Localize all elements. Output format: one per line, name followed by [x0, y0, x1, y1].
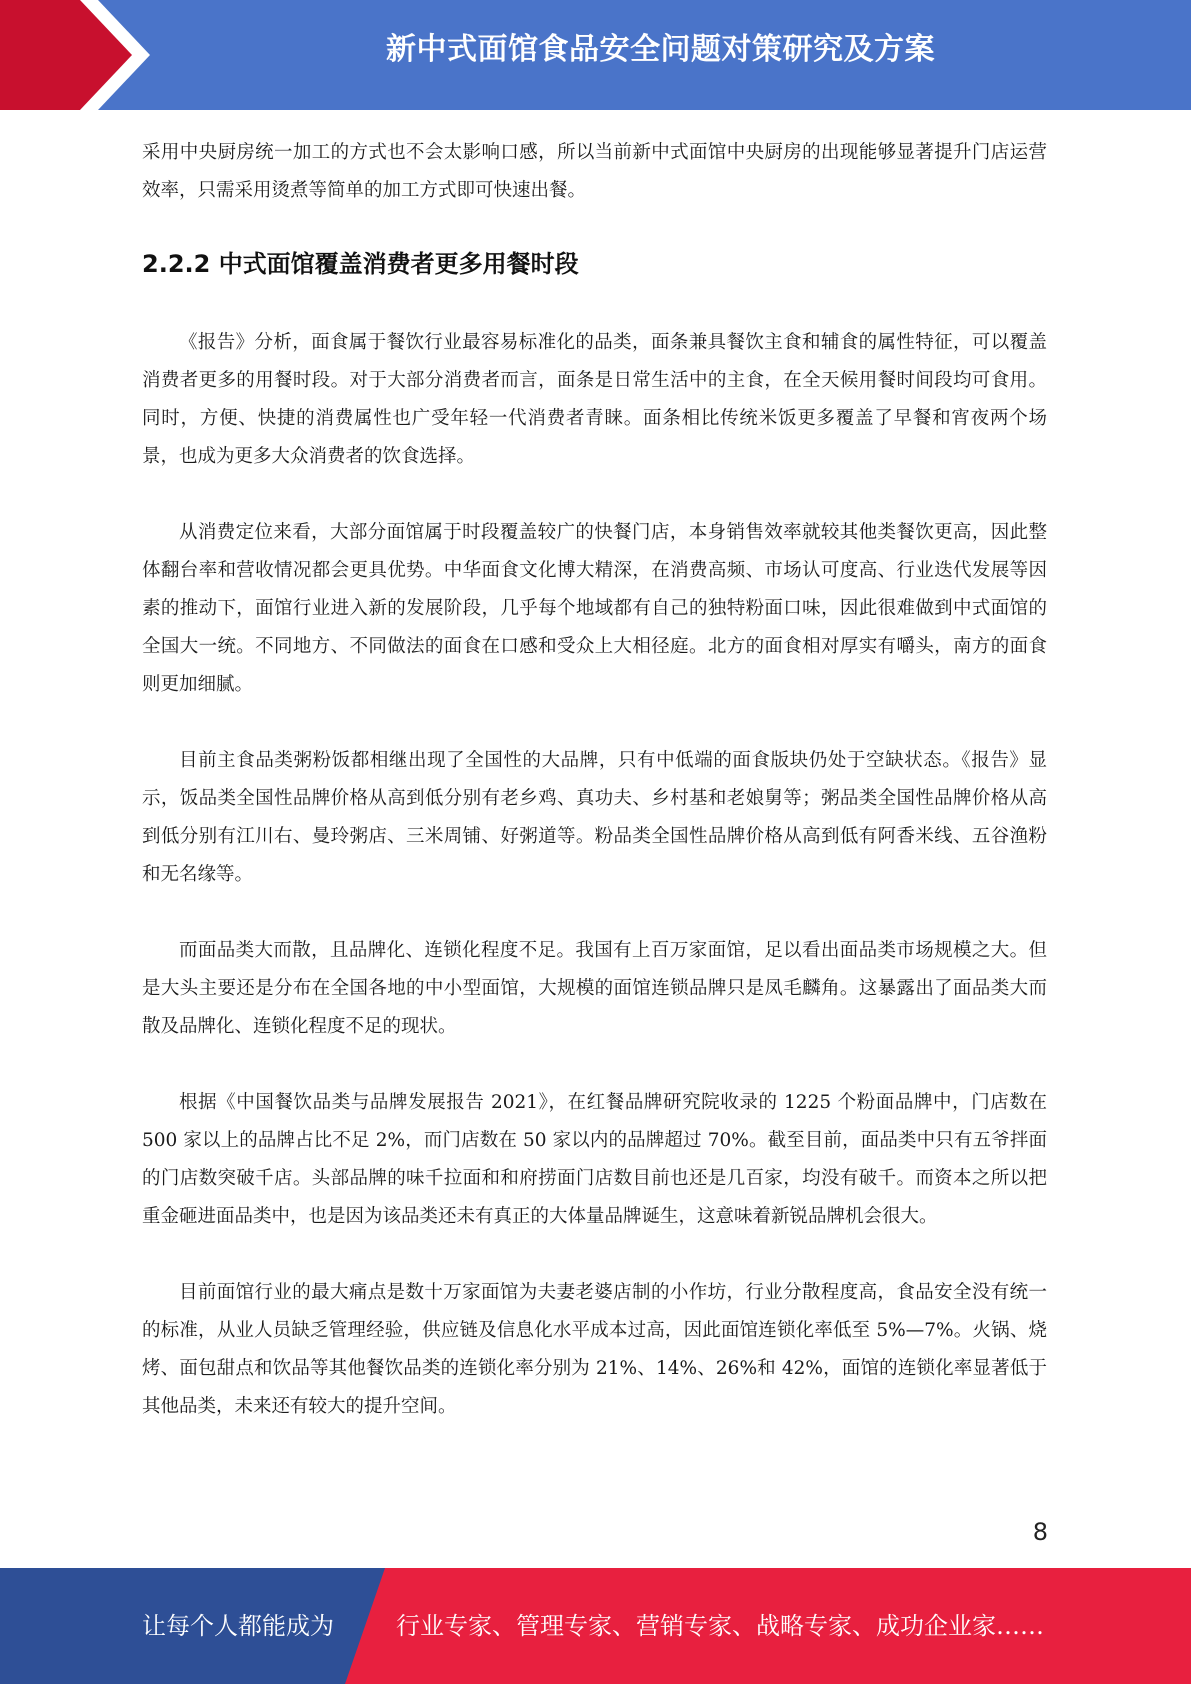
paragraph-gap [142, 704, 1047, 742]
paragraph-gap [142, 476, 1047, 514]
page-header [0, 0, 1191, 110]
page-content [142, 134, 1047, 1426]
document-title: 新中式面馆食品安全问题对策研究及方案 [386, 32, 935, 67]
header-arrow-decoration [0, 0, 160, 110]
body-paragraph: 目前面馆行业的最大痛点是数十万家面馆为夫妻老婆店制的小作坊，行业分散程度高，食品安全没有统一的标准，从业人员缺乏管理经验，供应链及信息化水平成本过高，因此面馆连锁化率低至 5%—7%。火锅、烧烤、面包甜点和饮品等其他餐饮品类的连锁化率分别为 21%、14%、26%和 42%，面馆的连锁化率显著低于其他品类，未来还有较大的提升空间。 [142, 1282, 1047, 1417]
body-paragraph: 根据《中国餐饮品类与品牌发展报告 2021》，在红餐品牌研究院收录的 1225 个粉面品牌中，门店数在 500 家以上的品牌占比不足 2%，而门店数在 50 家以内的品牌超过 70%。截至目前，面品类中只有五爷拌面的门店数突破千店。头部品牌的味千拉面和和府捞面门店数目前也还是几百家，均没有破千。而资本之所以把重金砸进面品类中，也是因为该品类还未有真正的大体量品牌诞生，这意味着新锐品牌机会很大。 [142, 1092, 1047, 1227]
paragraph-gap [142, 894, 1047, 932]
page-number: 8 [1032, 1518, 1048, 1546]
footer-slogan-right: 行业专家、管理专家、营销专家、战略专家、成功企业家…… [396, 1612, 1044, 1640]
paragraph-gap [142, 1236, 1047, 1274]
body-paragraph: 从消费定位来看，大部分面馆属于时段覆盖较广的快餐门店，本身销售效率就较其他类餐饮更高，因此整体翻台率和营收情况都会更具优势。中华面食文化博大精深，在消费高频、市场认可度高、行业迭代发展等因素的推动下，面馆行业进入新的发展阶段，几乎每个地域都有自己的独特粉面口味，因此很难做到中式面馆的全国大一统。不同地方、不同做法的面食在口感和受众上大相径庭。北方的面食相对厚实有嚼头，南方的面食则更加细腻。 [142, 522, 1047, 695]
body-paragraph: 而面品类大而散，且品牌化、连锁化程度不足。我国有上百万家面馆，足以看出面品类市场规模之大。但是大头主要还是分布在全国各地的中小型面馆，大规模的面馆连锁品牌只是凤毛麟角。这暴露出了面品类大而散及品牌化、连锁化程度不足的现状。 [142, 940, 1047, 1037]
body-paragraph: 目前主食品类粥粉饭都相继出现了全国性的大品牌，只有中低端的面食版块仍处于空缺状态。《报告》显示，饭品类全国性品牌价格从高到低分别有老乡鸡、真功夫、乡村基和老娘舅等；粥品类全国性品牌价格从高到低分别有江川右、曼玲粥店、三米周铺、好粥道等。粉品类全国性品牌价格从高到低有阿香米线、五谷渔粉和无名缘等。 [142, 750, 1047, 885]
page-footer [0, 1568, 1191, 1684]
footer-slogan-left: 让每个人都能成为 [142, 1612, 334, 1640]
section-heading: 2.2.2 中式面馆覆盖消费者更多用餐时段 [142, 250, 579, 278]
paragraph-gap [142, 1046, 1047, 1084]
intro-paragraph: 采用中央厨房统一加工的方式也不会太影响口感，所以当前新中式面馆中央厨房的出现能够显著提升门店运营效率，只需采用烫煮等简单的加工方式即可快速出餐。 [142, 142, 1047, 201]
body-paragraph: 《报告》分析，面食属于餐饮行业最容易标准化的品类，面条兼具餐饮主食和辅食的属性特征，可以覆盖消费者更多的用餐时段。对于大部分消费者而言，面条是日常生活中的主食，在全天候用餐时间段均可食用。同时，方便、快捷的消费属性也广受年轻一代消费者青睐。面条相比传统米饭更多覆盖了早餐和宵夜两个场景，也成为更多大众消费者的饮食选择。 [142, 332, 1047, 467]
